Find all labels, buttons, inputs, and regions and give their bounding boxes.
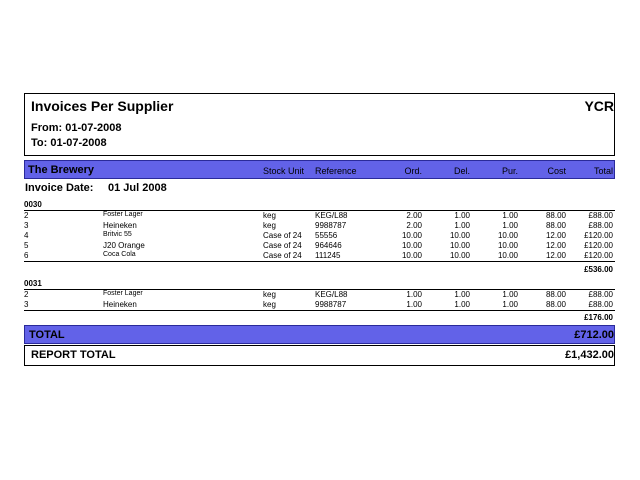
col-header-ord: Ord. bbox=[404, 166, 422, 176]
line-total: £120.00 bbox=[584, 251, 613, 260]
invoice-number: 0030 bbox=[24, 200, 42, 209]
stock-unit: Case of 24 bbox=[263, 251, 302, 260]
date-to: To: 01-07-2008 bbox=[31, 137, 107, 149]
item-name: Coca Cola bbox=[103, 251, 136, 258]
col-header-del: Del. bbox=[453, 166, 470, 176]
cost: 88.00 bbox=[545, 290, 566, 299]
item-name: J20 Orange bbox=[103, 241, 145, 250]
qty-del: 10.00 bbox=[449, 241, 470, 250]
col-header-stock-unit: Stock Unit bbox=[263, 166, 305, 176]
reference: KEG/L88 bbox=[315, 211, 348, 220]
reference: 9988787 bbox=[315, 221, 347, 230]
line-total: £120.00 bbox=[584, 231, 613, 240]
line-total: £88.00 bbox=[588, 221, 613, 230]
cost: 88.00 bbox=[545, 221, 566, 230]
report-total-label: REPORT TOTAL bbox=[31, 349, 116, 361]
col-header-cost: Cost bbox=[547, 166, 566, 176]
qty-del: 1.00 bbox=[454, 300, 470, 309]
item-name: Heineken bbox=[103, 221, 137, 230]
line-number: 6 bbox=[24, 251, 29, 260]
qty-pur: 10.00 bbox=[497, 251, 518, 260]
qty-del: 10.00 bbox=[449, 231, 470, 240]
reference: 55556 bbox=[315, 231, 338, 240]
report-code: YCR bbox=[584, 98, 614, 114]
col-header-pur: Pur. bbox=[501, 166, 518, 176]
qty-del: 1.00 bbox=[454, 211, 470, 220]
report-title: Invoices Per Supplier bbox=[31, 98, 174, 114]
invoice-date-value: 01 Jul 2008 bbox=[108, 182, 167, 194]
col-header-reference: Reference bbox=[315, 166, 357, 176]
cost: 88.00 bbox=[545, 211, 566, 220]
stock-unit: keg bbox=[263, 290, 276, 299]
col-header-total: Total bbox=[593, 166, 613, 176]
item-name: Heineken bbox=[103, 300, 137, 309]
item-name: Foster Lager bbox=[103, 290, 143, 297]
qty-ord: 10.00 bbox=[401, 251, 422, 260]
divider bbox=[24, 261, 615, 262]
qty-pur: 1.00 bbox=[502, 211, 518, 220]
line-total: £88.00 bbox=[588, 211, 613, 220]
qty-del: 10.00 bbox=[449, 251, 470, 260]
line-number: 2 bbox=[24, 211, 29, 220]
line-total: £88.00 bbox=[588, 290, 613, 299]
invoice-date-label: Invoice Date: bbox=[25, 182, 94, 194]
stock-unit: keg bbox=[263, 211, 276, 220]
reference: 9988787 bbox=[315, 300, 347, 309]
qty-del: 1.00 bbox=[454, 290, 470, 299]
item-name: Foster Lager bbox=[103, 211, 143, 218]
qty-pur: 1.00 bbox=[502, 221, 518, 230]
invoice-number: 0031 bbox=[24, 279, 42, 288]
qty-pur: 10.00 bbox=[497, 241, 518, 250]
qty-ord: 10.00 bbox=[401, 231, 422, 240]
line-total: £88.00 bbox=[588, 300, 613, 309]
cost: 12.00 bbox=[545, 251, 566, 260]
line-number: 3 bbox=[24, 300, 29, 309]
supplier-name: The Brewery bbox=[28, 164, 95, 176]
qty-ord: 1.00 bbox=[406, 300, 422, 309]
divider bbox=[24, 310, 615, 311]
cost: 12.00 bbox=[545, 241, 566, 250]
line-number: 3 bbox=[24, 221, 29, 230]
qty-del: 1.00 bbox=[454, 221, 470, 230]
invoice-subtotal: £536.00 bbox=[584, 265, 613, 274]
qty-pur: 1.00 bbox=[502, 300, 518, 309]
qty-ord: 10.00 bbox=[401, 241, 422, 250]
qty-ord: 1.00 bbox=[406, 290, 422, 299]
total-label: TOTAL bbox=[29, 329, 65, 341]
qty-pur: 10.00 bbox=[497, 231, 518, 240]
cost: 12.00 bbox=[545, 231, 566, 240]
reference: 111245 bbox=[315, 251, 341, 260]
qty-pur: 1.00 bbox=[502, 290, 518, 299]
reference: KEG/L88 bbox=[315, 290, 348, 299]
invoice-subtotal: £176.00 bbox=[584, 313, 613, 322]
reference: 964646 bbox=[315, 241, 342, 250]
stock-unit: keg bbox=[263, 221, 276, 230]
total-value: £712.00 bbox=[574, 329, 614, 341]
stock-unit: Case of 24 bbox=[263, 231, 302, 240]
line-number: 2 bbox=[24, 290, 29, 299]
total-bar bbox=[24, 325, 615, 344]
stock-unit: keg bbox=[263, 300, 276, 309]
line-number: 5 bbox=[24, 241, 29, 250]
item-name: Britvic 55 bbox=[103, 231, 132, 238]
line-total: £120.00 bbox=[584, 241, 613, 250]
report-total-value: £1,432.00 bbox=[565, 349, 614, 361]
cost: 88.00 bbox=[545, 300, 566, 309]
qty-ord: 2.00 bbox=[406, 221, 422, 230]
date-from: From: 01-07-2008 bbox=[31, 122, 122, 134]
qty-ord: 2.00 bbox=[406, 211, 422, 220]
line-number: 4 bbox=[24, 231, 29, 240]
stock-unit: Case of 24 bbox=[263, 241, 302, 250]
